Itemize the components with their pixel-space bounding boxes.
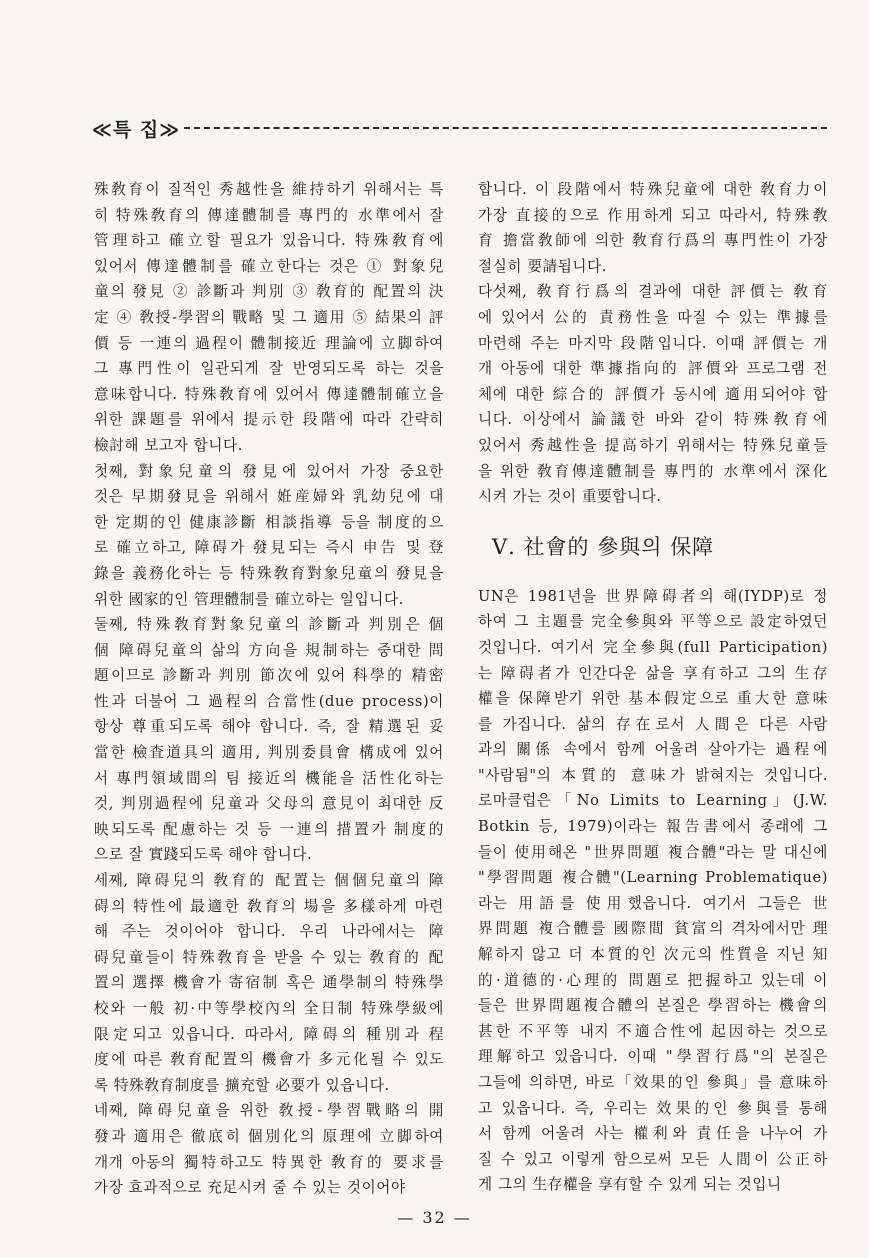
text-line: 個 障碍兒童의 삶의 方向을 規制하는 중대한 問 — [94, 641, 444, 659]
text-line: 置의 選擇 機會가 寄宿制 혹은 通學制의 特殊學 — [94, 974, 444, 992]
text-line: 發과 適用은 徹底히 個別化의 原理에 立脚하여 — [94, 1127, 444, 1145]
text-line: 절실히 要請됩니다. — [478, 257, 608, 275]
text-line: 그 專門性이 일관되게 잘 반영되도록 하는 것을 — [94, 360, 444, 378]
text-line: 히 特殊敎育의 傳達體制를 專門的 水準에서 잘 — [94, 206, 444, 224]
text-line: 위한 課題를 위에서 提示한 段階에 따라 간략히 — [94, 411, 444, 429]
text-line: 한 定期的인 健康診斷 相談指導 등을 制度的으 — [94, 513, 444, 531]
text-line: "사람됨"의 本質的 意味가 밝혀지는 것입니다. — [478, 766, 828, 784]
text-line: 서 함께 어울려 사는 權利와 責任을 나누어 가 — [478, 1125, 828, 1143]
text-line: 항상 尊重되도록 해야 합니다. 즉, 잘 精選된 妥 — [94, 718, 444, 736]
right-column — [478, 177, 828, 1198]
text-line: 性과 더불어 그 過程의 合當性(due process)이 — [94, 692, 444, 710]
text-line: 定 ④ 敎授-學習의 戰略 및 그 適用 ⑤ 結果의 評 — [94, 308, 444, 326]
right-column-before-section — [478, 177, 828, 510]
text-line: 管理하고 確立할 필요가 있읍니다. 特殊敎育에 — [94, 232, 444, 250]
section-title: Ⅴ. 社會的 參與의 保障 — [492, 534, 715, 559]
text-line: 하여 그 主題를 完全參與와 平等으로 設定하였던 — [478, 613, 828, 631]
text-line: 것, 判別過程에 兒童과 父母의 意見이 최대한 反 — [94, 795, 444, 813]
text-line: 題이므로 診斷과 判別 節次에 있어 科學的 精密 — [94, 667, 444, 685]
text-line: "學習問題 複合體"(Learning Problematique) — [478, 869, 828, 887]
text-line: 當한 檢査道具의 適用, 判別委員會 構成에 있어 — [94, 744, 444, 762]
right-column-after-section — [478, 584, 828, 1198]
page-number: — 32 — — [397, 1208, 472, 1227]
text-line: 解하지 않고 더 本質的인 次元의 性質을 지닌 知 — [478, 946, 828, 964]
text-line: 에 있어서 公的 責務性을 따질 수 있는 準據를 — [478, 308, 828, 326]
text-line: 價 등 一連의 過程이 體制接近 理論에 立脚하여 — [94, 334, 444, 352]
text-line: 錄을 義務化하는 등 特殊敎育對象兒童의 發見을 — [94, 564, 444, 582]
text-line: 마련해 주는 마지막 段階입니다. 이때 評價는 개 — [478, 334, 828, 352]
text-line: 界問題 複合體를 國際間 貧富의 격차에서만 理 — [478, 920, 828, 938]
text-line: 로 確立하고, 障碍가 發見되는 즉시 申告 및 登 — [94, 539, 444, 557]
text-line: 가장 효과적으로 充足시켜 줄 수 있는 것이어야 — [94, 1179, 406, 1197]
text-line: 니다. 이상에서 論議한 바와 같이 特殊敎育에 — [478, 411, 828, 429]
text-line: 을 위한 敎育傳達體制를 專門的 水準에서 深化 — [478, 462, 828, 480]
text-line: 權을 保障받기 위한 基本假定으로 重大한 意味 — [478, 690, 828, 708]
text-line: 서 專門領域間의 팀 接近의 機能을 活性化하는 — [94, 769, 444, 787]
text-line: 것입니다. 여기서 完全參與(full Participation) — [478, 638, 828, 656]
header-dashed-rule — [184, 127, 827, 129]
text-line: 들이 使用해온 "世界問題 複合體"라는 말 대신에 — [478, 843, 828, 861]
text-line: 甚한 不平等 내지 不適合性에 起因하는 것으로 — [478, 1022, 828, 1040]
text-line: 위한 國家的인 管理體制를 確立하는 일입니다. — [94, 590, 404, 608]
text-line: 록 特殊敎育制度를 擴充할 必要가 있읍니다. — [94, 1076, 390, 1094]
text-line: 다섯째, 敎育行爲의 결과에 대한 評價는 敎育 — [478, 283, 828, 301]
text-line: 그들에 의하면, 바로「效果的인 參與」를 意味하 — [478, 1074, 828, 1091]
header-label: ≪특 집≫ — [92, 118, 181, 141]
text-line: 네째, 障碍兒童을 위한 敎授-學習戰略의 開 — [94, 1102, 444, 1120]
text-line: 檢討해 보고자 합니다. — [94, 436, 243, 454]
text-line: 질 수 있고 이렇게 함으로써 모든 人間이 公正하 — [478, 1150, 828, 1168]
text-line: 童의 發見 ② 診斷과 判別 ③ 敎育的 配置의 決 — [94, 283, 444, 301]
text-line: 育 擔當敎師에 의한 敎育行爲의 專門性이 가장 — [478, 232, 828, 250]
text-line: 개 아동에 대한 準據指向的 評價와 프로그램 전 — [478, 360, 828, 378]
text-line: 게 그의 生存權을 享有할 수 있게 되는 것입니 — [478, 1176, 782, 1194]
text-line: 있어서 傳達體制를 確立한다는 것은 ① 對象兒 — [94, 257, 444, 275]
text-line: 들은 世界問題複合體의 본질은 學習하는 機會의 — [478, 997, 828, 1015]
text-line: 는 障碍者가 인간다운 삶을 享有하고 그의 生存 — [478, 664, 828, 682]
left-column — [94, 177, 444, 1201]
text-line: 가장 直接的으로 作用하게 되고 따라서, 特殊敎 — [478, 206, 828, 224]
text-line: 해 주는 것이어야 합니다. 우리 나라에서는 障 — [94, 923, 444, 941]
text-line: 映되도록 配慮하는 것 등 一連의 措置가 制度的 — [94, 820, 444, 838]
text-line: 둘째, 特殊敎育對象兒童의 診斷과 判別은 個 — [94, 616, 444, 634]
text-line: 度에 따른 敎育配置의 機會가 多元化될 수 있도 — [94, 1051, 444, 1069]
text-line: 를 가집니다. 삶의 存在로서 人間은 다른 사람 — [478, 715, 828, 733]
text-line: 고 있읍니다. 즉, 우리는 效果的인 參與를 통해 — [478, 1099, 828, 1117]
text-line: 시켜 가는 것이 重要합니다. — [478, 488, 662, 506]
text-line: 意味합니다. 特殊敎育에 있어서 傳達體制確立을 — [94, 385, 444, 403]
text-line: 있어서 秀越性을 提高하기 위해서는 特殊兒童들 — [478, 436, 828, 454]
text-line: 碍의 特性에 最適한 敎育의 場을 多樣하게 마련 — [94, 897, 444, 915]
section-header — [92, 116, 827, 140]
text-line: 과의 關係 속에서 함께 어울려 살아가는 過程에 — [478, 741, 828, 759]
text-line: 的·道德的·心理的 問題로 把握하고 있는데 이 — [478, 971, 828, 989]
text-line: 으로 잘 實踐되도록 해야 합니다. — [94, 846, 313, 864]
text-line: UN은 1981년을 世界障碍者의 해(IYDP)로 정 — [478, 587, 828, 605]
text-line: Botkin 등, 1979)이라는 報告書에서 종래에 그 — [478, 818, 828, 836]
text-line: 校와 一般 初·中等學校內의 全日制 特殊學級에 — [94, 1000, 444, 1017]
text-line: 限定되고 있읍니다. 따라서, 障碍의 種別과 程 — [94, 1025, 444, 1043]
text-line: 세째, 障碍兒의 敎育的 配置는 個個兒童의 障 — [94, 872, 444, 890]
text-line: 殊敎育이 질적인 秀越性을 維持하기 위해서는 특 — [94, 181, 444, 198]
text-line: 개개 아동의 獨特하고도 特異한 敎育的 要求를 — [94, 1153, 444, 1171]
text-line: 합니다. 이 段階에서 特殊兒童에 대한 敎育力이 — [478, 181, 828, 198]
text-line: 로마클럽은「No Limits to Learning」(J.W. — [478, 792, 828, 810]
text-line: 碍兒童들이 特殊敎育을 받을 수 있는 敎育的 配 — [94, 948, 444, 966]
text-line: 첫째, 對象兒童의 發見에 있어서 가장 중요한 — [94, 462, 444, 480]
text-line: 라는 用語를 使用했읍니다. 여기서 그들은 世 — [478, 894, 828, 912]
text-line: 체에 대한 綜合的 評價가 동시에 適用되어야 합 — [478, 385, 828, 403]
text-line: 理解하고 있읍니다. 이때 "學習行爲"의 본질은 — [478, 1048, 828, 1066]
text-line: 것은 早期發見을 위해서 姙産婦와 乳幼兒에 대 — [94, 488, 444, 506]
